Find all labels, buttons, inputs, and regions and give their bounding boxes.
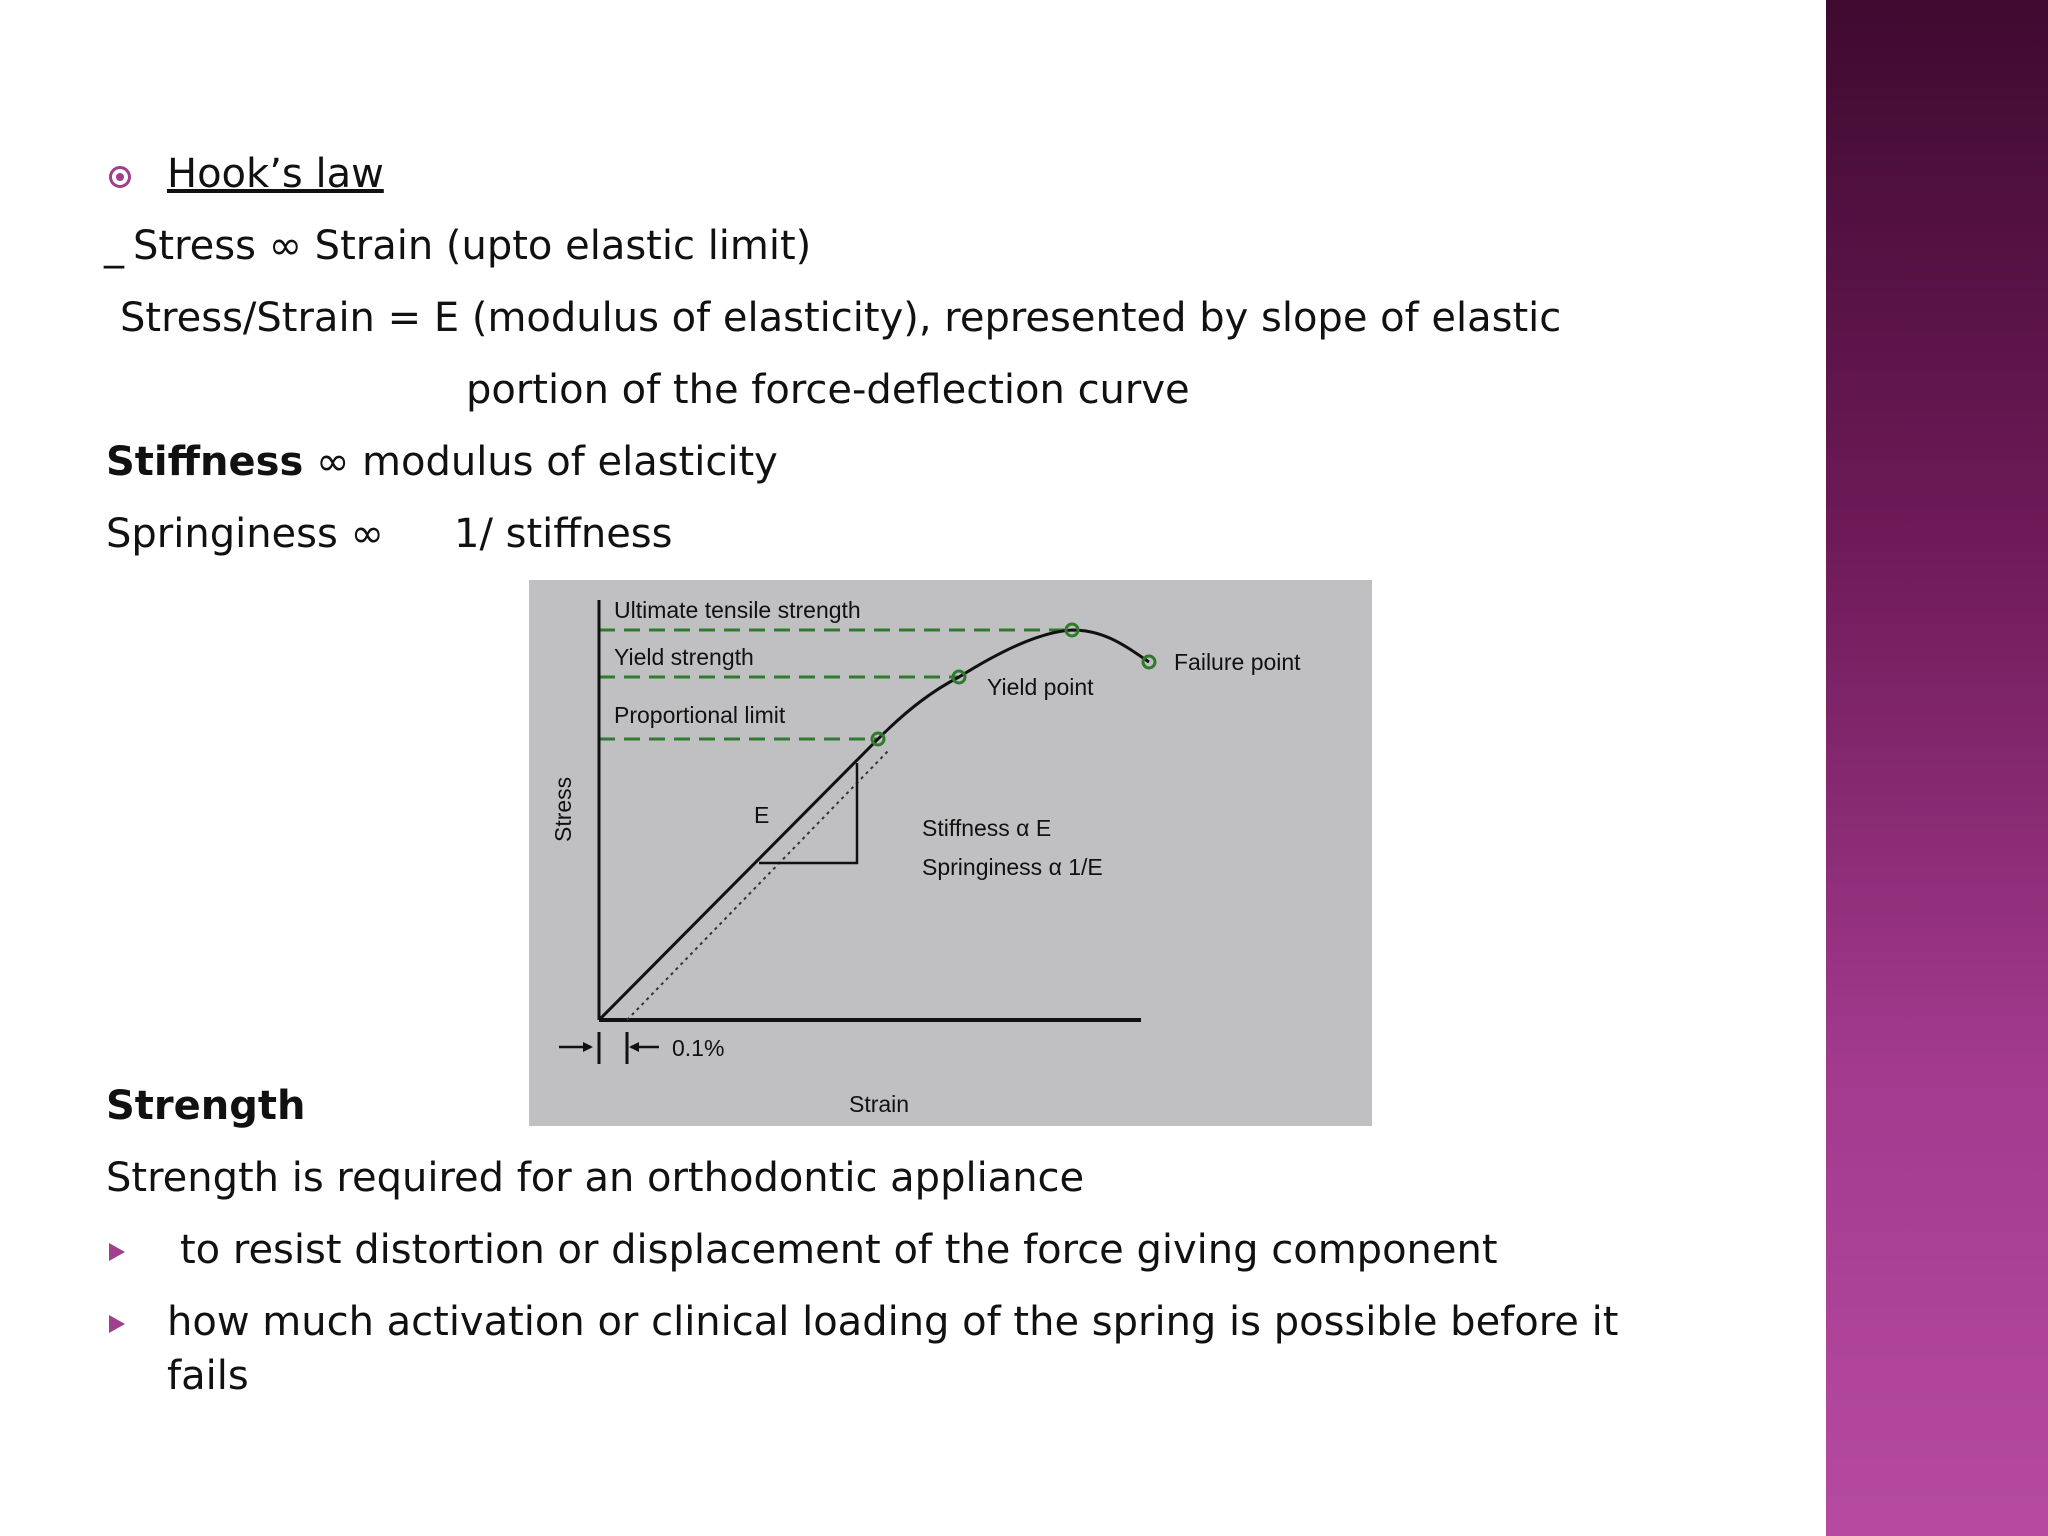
label-springiness: Springiness α 1/E — [922, 854, 1103, 880]
label-yield-point: Yield point — [987, 674, 1094, 700]
strength-bullet-1: to resist distortion or displacement of the force giving component — [180, 1227, 1498, 1273]
label-stiffness: Stiffness α E — [922, 815, 1052, 841]
circle-bullet-icon — [109, 166, 131, 188]
strength-intro: Strength is required for an orthodontic appliance — [106, 1155, 1085, 1201]
label-e: E — [754, 802, 770, 828]
springiness-value: 1/ stiffness — [454, 511, 673, 557]
label-x-axis: Strain — [849, 1091, 910, 1117]
stiffness-line — [106, 438, 778, 486]
decorative-side-band — [1826, 0, 2048, 1536]
strength-heading: Strength — [106, 1083, 306, 1129]
offset-line — [627, 750, 889, 1020]
stiffness-definition: ∞ modulus of elasticity — [303, 439, 778, 485]
label-offset: 0.1% — [672, 1035, 725, 1061]
label-y-axis: Stress — [550, 776, 576, 842]
arrow-bullet-icon — [109, 1315, 125, 1333]
stress-line-prefix: _ — [104, 223, 124, 269]
offset-arrowhead-left — [583, 1042, 593, 1052]
stress-strain-diagram — [529, 580, 1372, 1126]
slope-triangle — [759, 763, 857, 863]
stiffness-term: Stiffness — [106, 439, 304, 485]
heading-hooks-law: Hook’s law — [167, 151, 384, 197]
offset-arrowhead-right — [629, 1042, 639, 1052]
label-uts: Ultimate tensile strength — [614, 597, 861, 623]
label-yield-strength: Yield strength — [614, 644, 754, 670]
label-failure-point: Failure point — [1174, 649, 1301, 675]
stress-strain-figure — [529, 580, 1372, 1126]
modulus-line-1: Stress/Strain = E (modulus of elasticity), represented by slope of elastic — [120, 295, 1562, 341]
strength-bullet-2-continued: fails — [167, 1353, 249, 1399]
modulus-line-2: portion of the force-deflection curve — [466, 367, 1190, 413]
stress-strain-line: Stress ∞ Strain (upto elastic limit) — [133, 223, 812, 269]
springiness-label: Springiness ∞ — [106, 511, 384, 557]
arrow-bullet-icon — [109, 1243, 125, 1261]
label-proportional-limit: Proportional limit — [614, 702, 786, 728]
strength-bullet-2: how much activation or clinical loading of the spring is possible before it — [167, 1299, 1619, 1345]
